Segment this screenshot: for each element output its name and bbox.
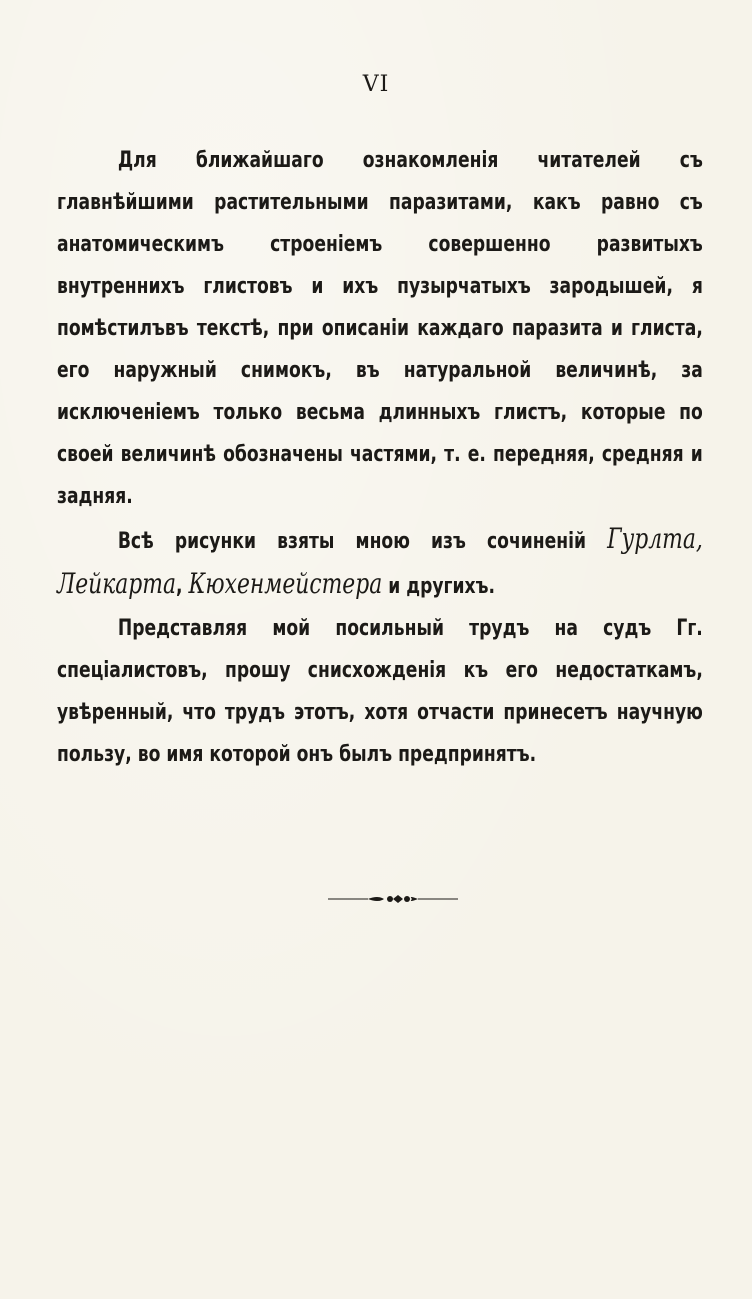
- paragraph-2-tail: и другихъ.: [388, 574, 496, 599]
- author-gurlt: Гурлта,: [607, 522, 703, 555]
- separator-comma: ,: [175, 574, 183, 599]
- preface-text: [57, 140, 703, 776]
- paragraph-3: Представляя мой посильный трудъ на судъ Гг. спеціалистовъ, прошу снисхожденія къ его недостаткамъ, увѣренный, что трудъ этотъ, хотя отчасти принесетъ научную пользу, во имя которой онъ былъ предпринятъ.: [57, 616, 703, 767]
- paragraph-1: Для ближайшаго ознакомленія читателей съ главнѣйшими растительными паразитами, какъ равно съ анатомическимъ строеніемъ совершенно развитыхъ внутреннихъ глистовъ и ихъ пузырчатыхъ зародышей, я помѣстилъвъ текстѣ, при описаніи каждаго паразита и глиста, его наружный снимокъ, въ натуральной величинѣ, за исключеніемъ только весьма длинныхъ глистъ, которые по своей величинѣ обозначены частями, т. е. передняя, средняя и задняя.: [57, 148, 703, 509]
- author-leuckart: Лейкарта: [57, 567, 176, 600]
- author-kuchenmeister: Кюхенмейстера: [188, 567, 383, 600]
- ornament-rule-icon: [328, 893, 458, 905]
- paragraph-2: [57, 518, 703, 608]
- paragraph-2-lead: Всѣ рисунки взяты мною изъ сочиненій: [117, 529, 587, 554]
- page-number: VI: [362, 72, 390, 97]
